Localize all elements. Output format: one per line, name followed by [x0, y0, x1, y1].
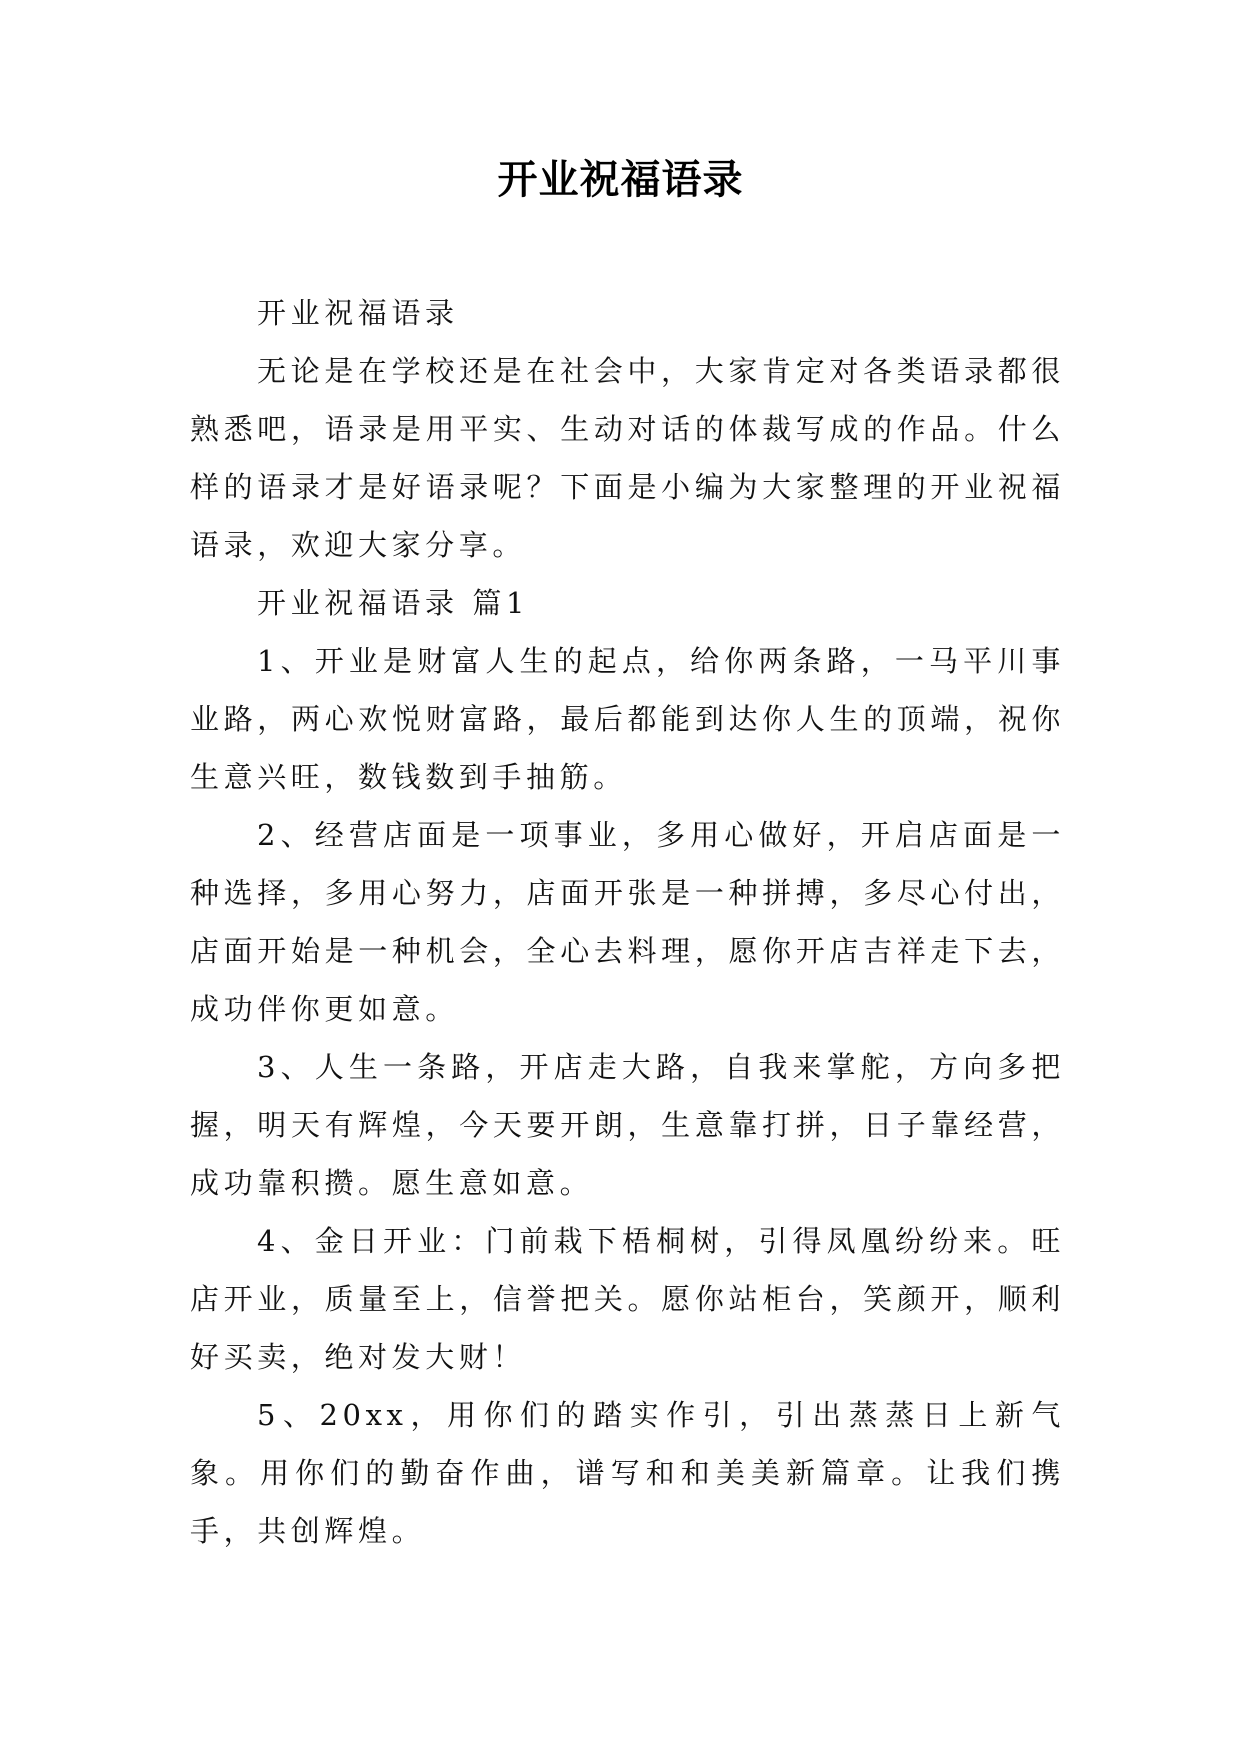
paragraph-item-1: 1、开业是财富人生的起点，给你两条路，一马平川事业路，两心欢悦财富路，最后都能到达你人生的顶端，祝你生意兴旺，数钱数到手抽筋。 — [190, 644, 1065, 794]
paragraph-item-2: 2、经营店面是一项事业，多用心做好，开启店面是一种选择，多用心努力，店面开张是一种拼搏，多尽心付出，店面开始是一种机会，全心去料理，愿你开店吉祥走下去，成功伴你更如意。 — [190, 818, 1065, 1026]
paragraph-item-3: 3、人生一条路，开店走大路，自我来掌舵，方向多把握，明天有辉煌，今天要开朗，生意靠打拼，日子靠经营，成功靠积攒。愿生意如意。 — [190, 1050, 1065, 1200]
document-body — [190, 284, 1065, 1560]
section-heading: 开业祝福语录 篇1 — [257, 586, 530, 620]
paragraph-item-5: 5、20xx，用你们的踏实作引，引出蒸蒸日上新气象。用你们的勤奋作曲，谱写和和美美新篇章。让我们携手，共创辉煌。 — [190, 1398, 1065, 1548]
paragraph-intro: 无论是在学校还是在社会中，大家肯定对各类语录都很熟悉吧，语录是用平实、生动对话的体裁写成的作品。什么样的语录才是好语录呢？下面是小编为大家整理的开业祝福语录，欢迎大家分享。 — [190, 354, 1065, 562]
paragraph-heading: 开业祝福语录 — [257, 296, 459, 330]
document-title: 开业祝福语录 — [497, 157, 744, 203]
paragraph-item-4: 4、金日开业：门前栽下梧桐树，引得凤凰纷纷来。旺店开业，质量至上，信誉把关。愿你站柜台，笑颜开，顺利好买卖，绝对发大财！ — [190, 1224, 1065, 1374]
